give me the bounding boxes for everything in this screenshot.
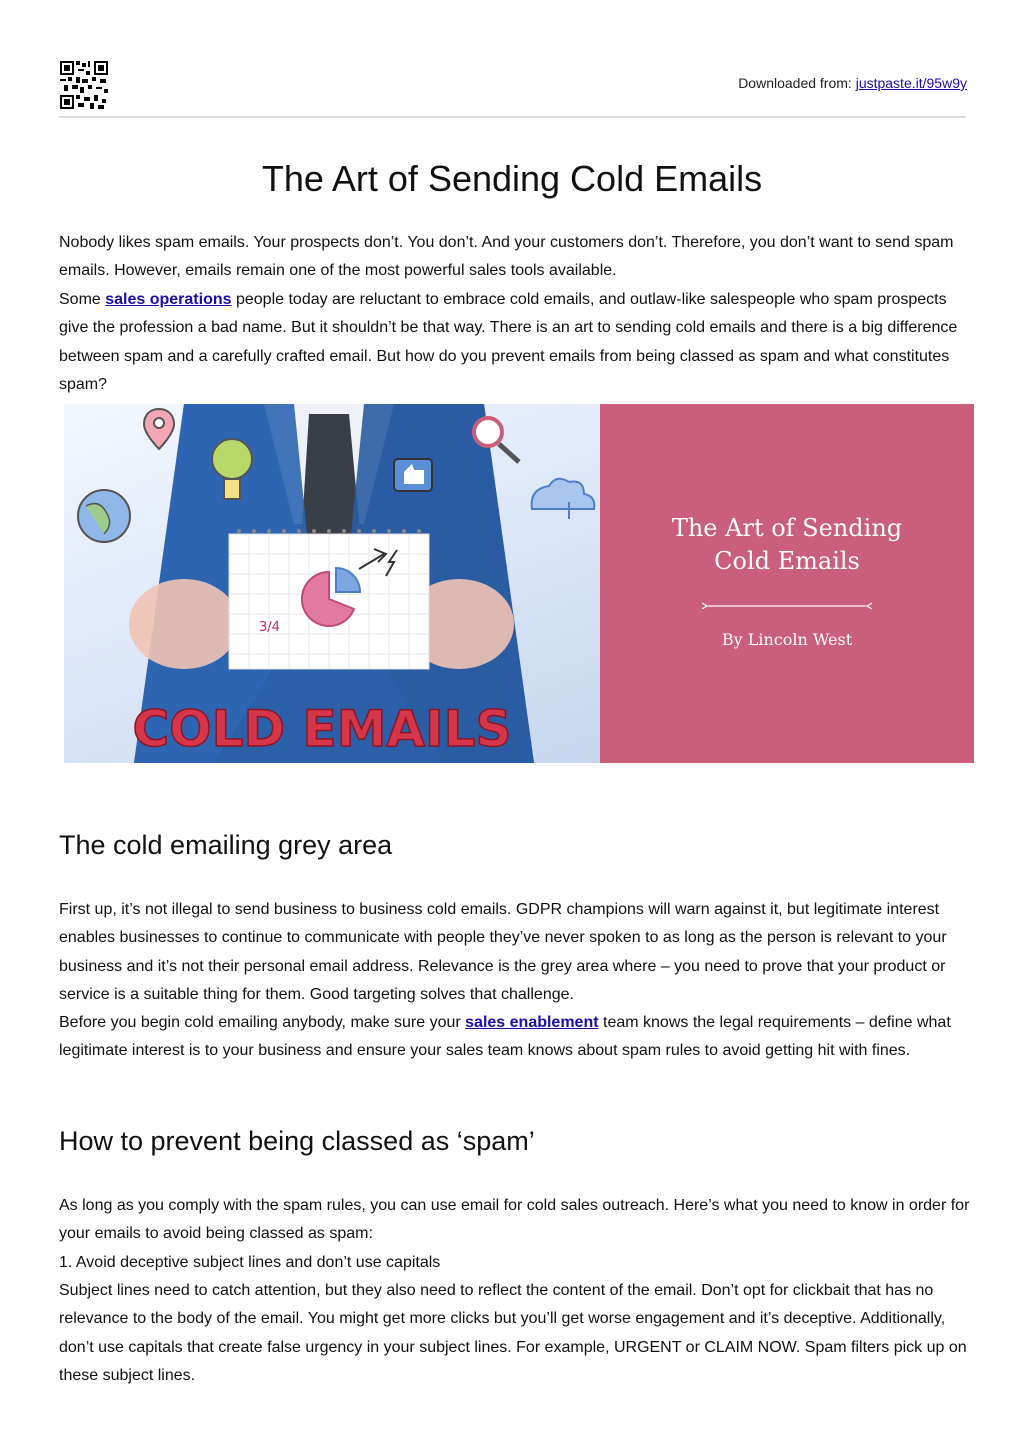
hero-image: [64, 404, 974, 763]
section-heading-grey-area: The cold emailing grey area: [59, 830, 393, 860]
section1-paragraph-2: [59, 1009, 971, 1066]
sales-enablement-link[interactable]: sales enablement: [465, 1014, 599, 1031]
section-heading-prevent-spam: How to prevent being classed as ‘spam’: [59, 1126, 535, 1156]
thumbs-up-icon: [394, 459, 432, 491]
notebook-fraction: 3/4: [259, 620, 280, 635]
hero-photo: [64, 404, 600, 763]
downloaded-from: [738, 75, 967, 91]
intro-p2-prefix: Some: [59, 291, 106, 308]
qr-code-icon: [60, 61, 108, 109]
downloaded-label: Downloaded from:: [738, 75, 856, 91]
hero-panel-title-line-1: The Art of Sending: [671, 514, 903, 542]
hero-panel-title-line-2: Cold Emails: [714, 547, 860, 575]
intro-paragraph-2: [59, 286, 971, 400]
section2-paragraph-2: Subject lines need to catch attention, but they also need to reflect the content of the email. Don’t opt for clickbait that has no relevance to the body of the email. You might get more clicks but you’ll get worse engagement and it’s deceptive. Additionally, don’t use capitals that create false urgency in your subject lines. For example, URGENT or CLAIM NOW. Spam filters pick up on these subject lines.: [59, 1282, 967, 1385]
page-title: The Art of Sending Cold Emails: [261, 158, 763, 199]
header-divider: [59, 116, 966, 118]
section2-list-item-1: 1. Avoid deceptive subject lines and don’t use capitals: [59, 1254, 441, 1271]
section1-paragraph-1: First up, it’s not illegal to send business to business cold emails. GDPR champions will warn against it, but legitimate interest enables businesses to continue to communicate with people they’ve never spoken to as long as the person is relevant to your business and it’s not their personal email address. Relevance is the grey area where – you need to prove that your product or service is a suitable thing for them. Good targeting solves that challenge.: [59, 901, 947, 1004]
section1-p2-suffix: team knows the legal requirements – define what legitimate interest is to your business and ensure your sales team knows about spam rules to avoid getting hit with fines.: [59, 1014, 951, 1060]
hero-photo-illustration: [64, 404, 600, 763]
hero-panel-byline: By Lincoln West: [721, 630, 853, 649]
intro-p2-suffix: people today are reluctant to embrace cold emails, and outlaw-like salespeople who spam prospects give the profession a bad name. But it shouldn’t be that way. There is an art to sending cold emails and there is a big difference between spam and a carefully crafted email. But how do you prevent emails from being classed as spam and what constitutes spam?: [59, 291, 958, 394]
section1-p2-prefix: Before you begin cold emailing anybody, make sure your: [59, 1014, 466, 1031]
hero-title-panel: [600, 404, 974, 763]
notebook-graphic: [229, 529, 429, 669]
cloud-icon: [532, 479, 595, 519]
intro-paragraph-1: Nobody likes spam emails. Your prospects don’t. You don’t. And your customers don’t. Therefore, you don’t want to send spam emails. However, emails remain one of the most powerful sales tools available.: [59, 234, 954, 280]
sales-operations-link[interactable]: sales operations: [105, 291, 232, 308]
section2-paragraph-1: As long as you comply with the spam rules, you can use email for cold sales outreach. Here’s what you need to know in order for your emails to avoid being classed as spam:: [59, 1197, 970, 1243]
cold-emails-lettering: COLD EMAILS: [132, 700, 512, 758]
globe-icon: [78, 490, 130, 542]
ornament-divider-icon: [702, 601, 872, 611]
source-link[interactable]: justpaste.it/95w9y: [855, 75, 967, 91]
location-pin-icon: [144, 409, 174, 449]
hero-panel-title: [600, 512, 974, 578]
